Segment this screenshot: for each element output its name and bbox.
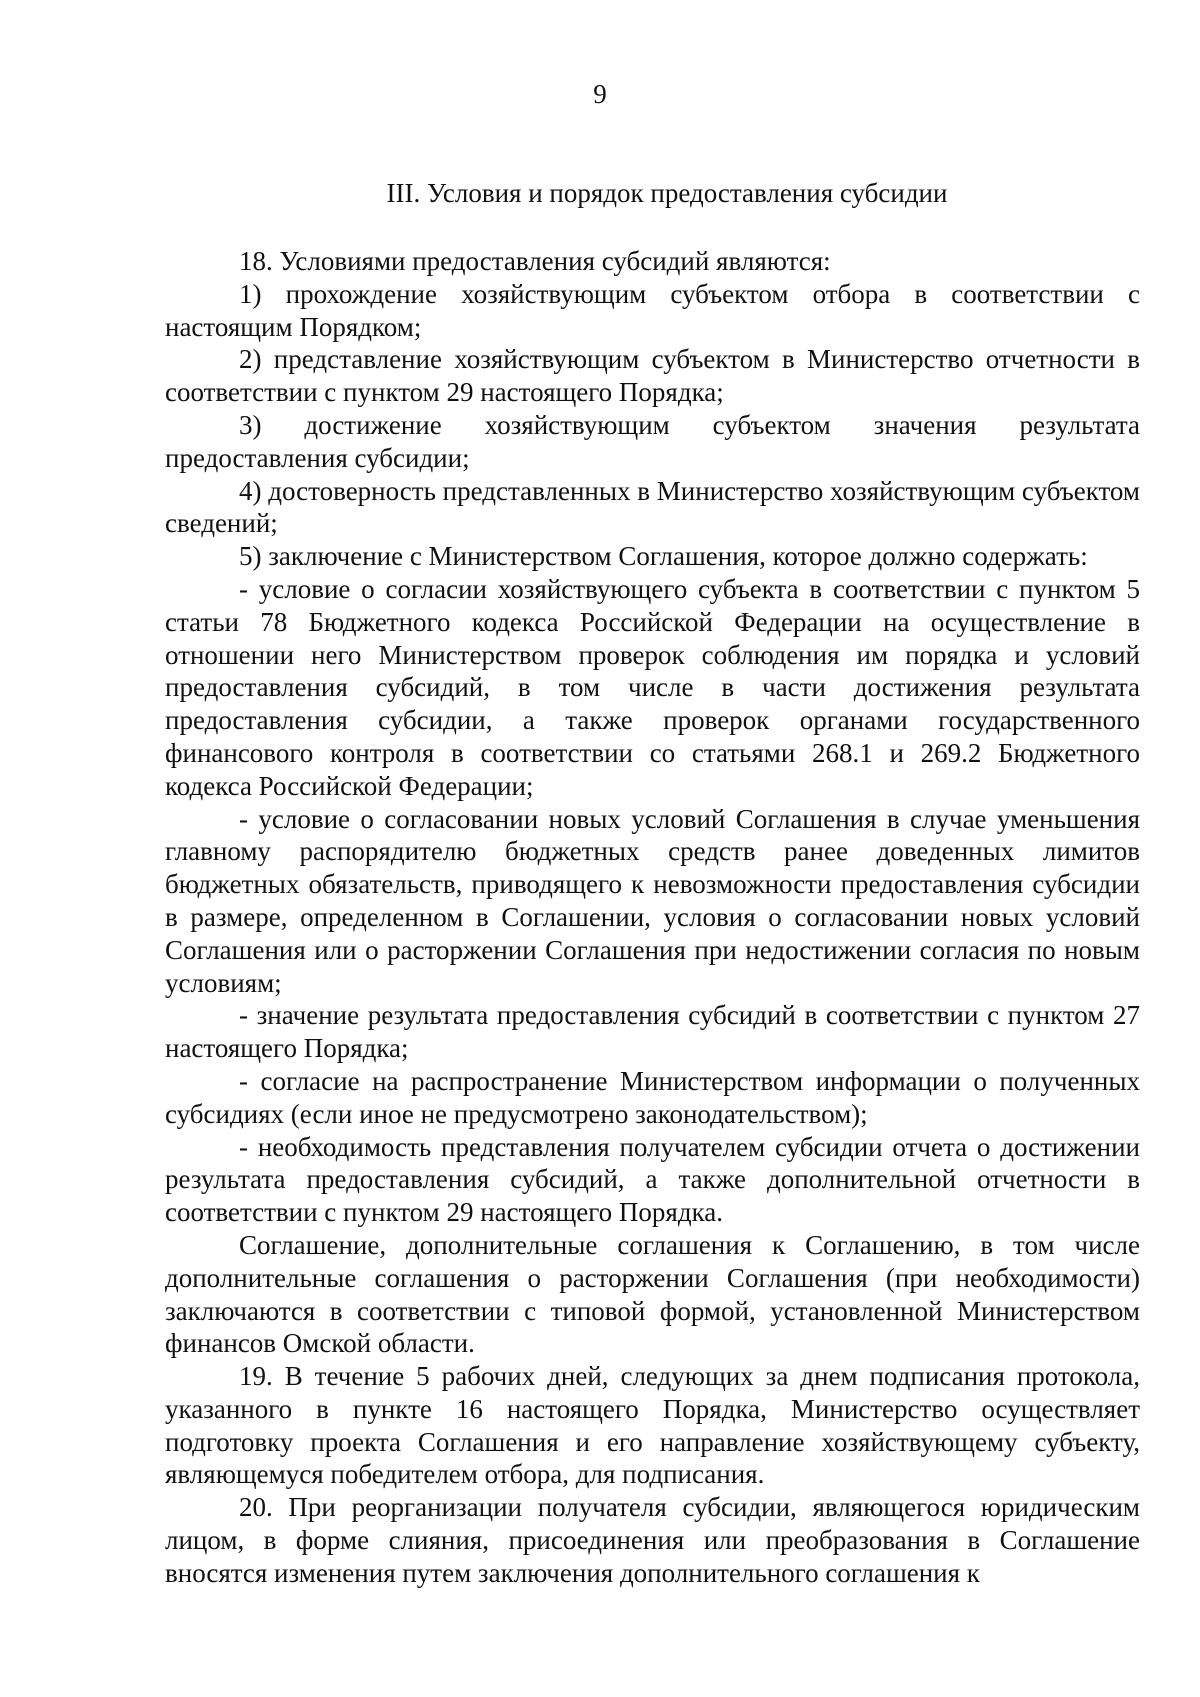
condition-4: 4) достоверность представленных в Министерство хозяйствующим субъектом сведений;	[165, 475, 1140, 539]
paragraph-20: 20. При реорганизации получателя субсидии, являющегося юридическим лицом, в форме слияния, присоединения или преобразования в Соглашение вносятся изменения путем заключения дополнительного соглашения к	[165, 1492, 1140, 1588]
paragraph-18-heading: 18. Условиями предоставления субсидий являются:	[239, 246, 831, 276]
section-title: III. Условия и порядок предоставления субсидии	[386, 178, 948, 208]
agreement-form-paragraph: Соглашение, дополнительные соглашения к Соглашению, в том числе дополнительные соглашения о расторжении Соглашения (при необходимости) заключаются в соответствии с типовой формой, установленной Министерством финансов Омской области.	[165, 1229, 1140, 1359]
agreement-term-information-consent: - согласие на распространение Министерством информации о полученных субсидиях (если иное не предусмотрено законодательством);	[165, 1065, 1140, 1129]
paragraph-19: 19. В течение 5 рабочих дней, следующих за днем подписания протокола, указанного в пункте 16 настоящего Порядка, Министерство осуществляет подготовку проекта Соглашения и его направление хозяйствующему субъекту, являющемуся победителем отбора, для подписания.	[165, 1361, 1140, 1490]
agreement-term-reporting: - необходимость представления получателем субсидии отчета о достижении результата предоставления субсидий, а также дополнительной отчетности в соответствии с пунктом 29 настоящего Порядка.	[165, 1131, 1140, 1228]
page-number: 9	[593, 79, 607, 109]
document-body	[165, 245, 1140, 1590]
condition-1: 1) прохождение хозяйствующим субъектом отбора в соответствии с настоящим Порядком;	[165, 278, 1140, 342]
condition-5: 5) заключение с Министерством Соглашения, которое должно содержать:	[239, 541, 1088, 572]
agreement-term-new-conditions: - условие о согласовании новых условий Соглашения в случае уменьшения главному распорядителю бюджетных средств ранее доведенных лимитов бюджетных обязательств, приводящего к невозможности предоставления субсидии в размере, определенном в Соглашении, условия о согласовании новых условий Соглашения или о расторжении Соглашения при недостижении согласия по новым условиям;	[165, 803, 1140, 998]
condition-3: 3) достижение хозяйствующим субъектом значения результата предоставления субсидии;	[165, 409, 1140, 473]
agreement-term-audit-consent: - условие о согласии хозяйствующего субъекта в соответствии с пунктом 5 статьи 78 Бюджетного кодекса Российской Федерации на осуществление в отношении него Министерством проверок соблюдения им порядка и условий предоставления субсидий, в том числе в части достижения результата предоставления субсидии, а также проверок органами государственного финансового контроля в соответствии со статьями 268.1 и 269.2 Бюджетного кодекса Российской Федерации;	[165, 573, 1140, 801]
agreement-term-result-value: - значение результата предоставления субсидий в соответствии с пунктом 27 настоящего Порядка;	[165, 1000, 1140, 1064]
condition-2: 2) представление хозяйствующим субъектом в Министерство отчетности в соответствии с пунктом 29 настоящего Порядка;	[165, 344, 1140, 408]
